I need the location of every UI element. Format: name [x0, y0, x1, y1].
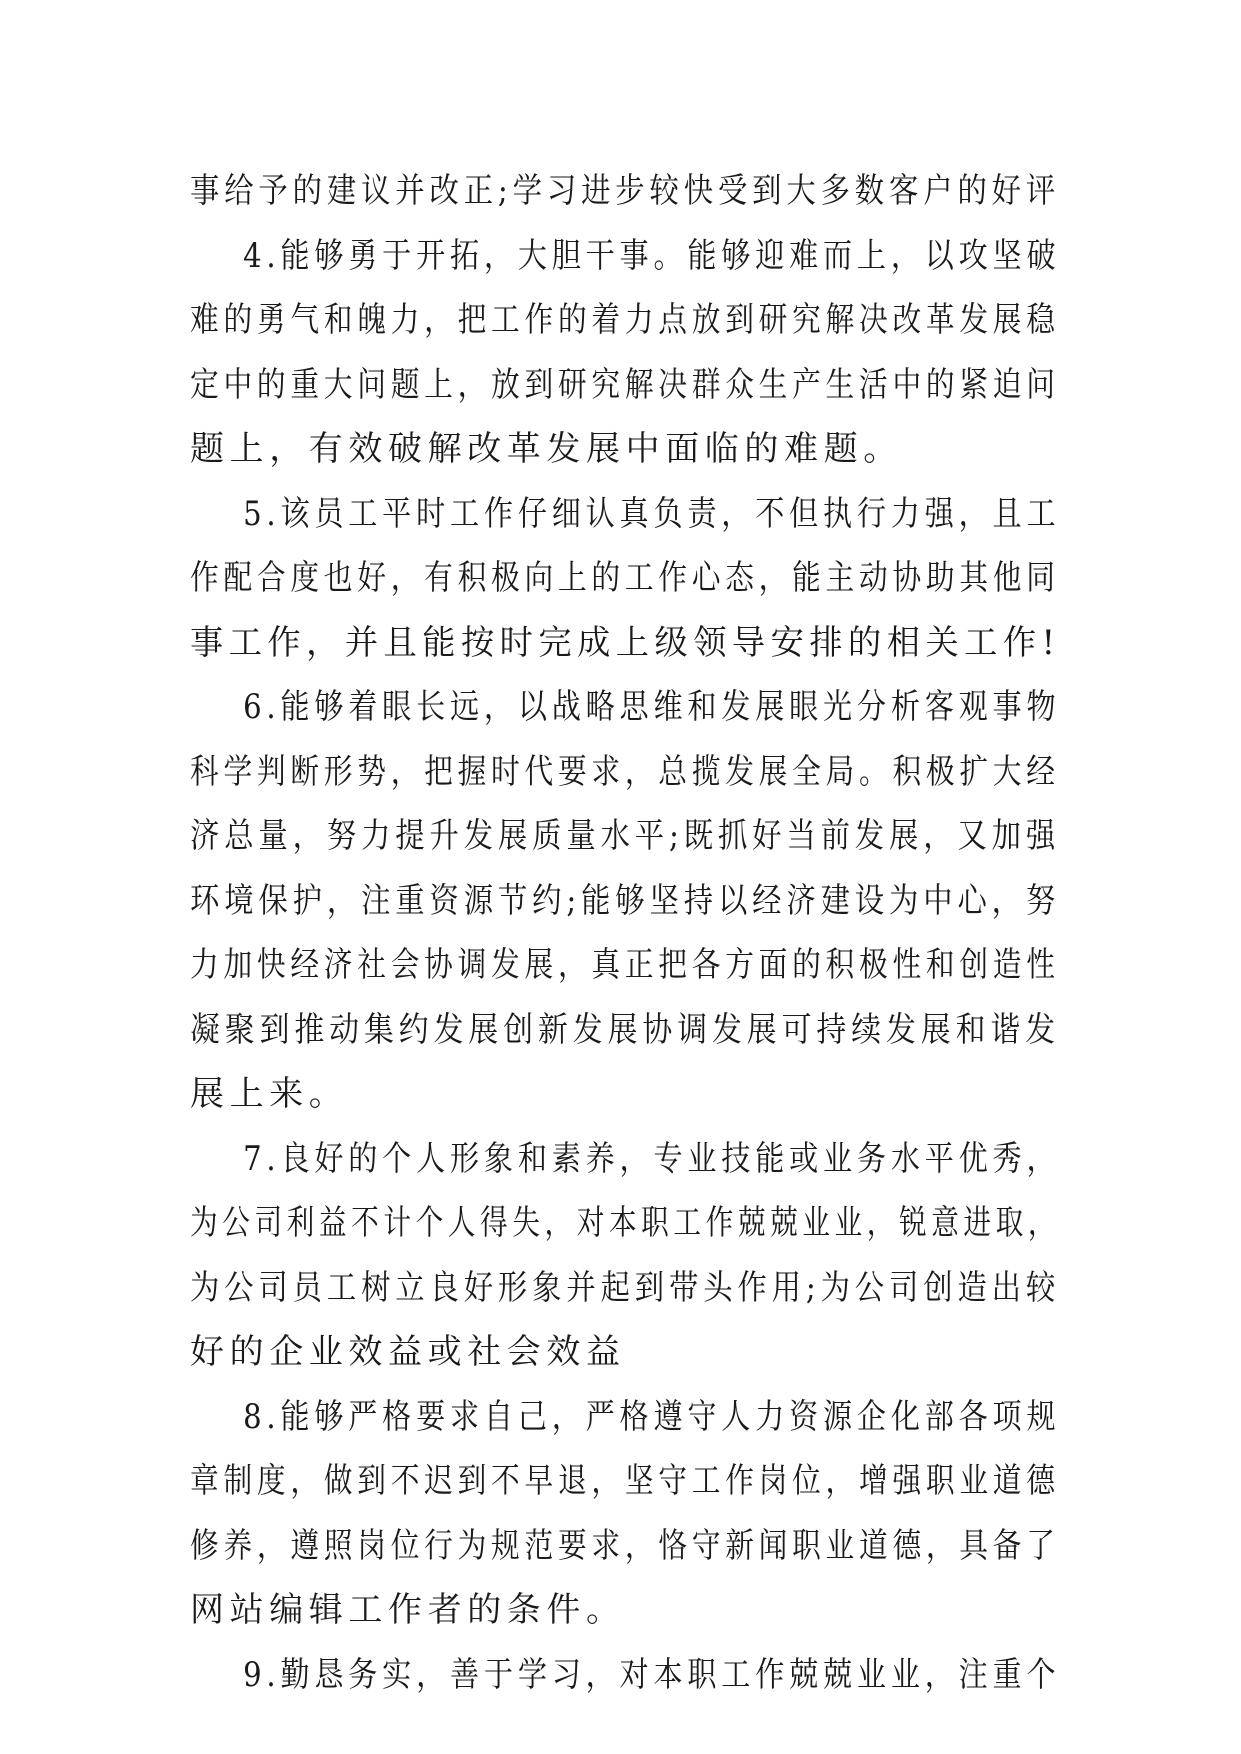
text-line: 网站编辑工作者的条件。: [190, 1590, 626, 1630]
text-line: 修养，遵照岗位行为规范要求，恪守新闻职业道德，具备了: [190, 1525, 1060, 1566]
text-line: 展上来。: [190, 1074, 349, 1114]
text-line: 作配合度也好，有积极向上的工作心态，能主动协助其他同: [190, 558, 1060, 598]
text-line: 4.能够勇于开拓，大胆干事。能够迎难而上，以攻坚破: [243, 235, 1061, 276]
text-line: 事给予的建议并改正;学习进步较快受到大多数客户的好评: [190, 171, 1061, 211]
text-line: 凝聚到推动集约发展创新发展协调发展可持续发展和谐发: [190, 1009, 1061, 1050]
text-line: 5.该员工平时工作仔细认真负责，不但执行力强，且工: [243, 493, 1061, 534]
text-line: 事工作，并且能按时完成上级领导安排的相关工作!: [190, 622, 1061, 663]
text-line: 难的勇气和魄力，把工作的着力点放到研究解决改革发展稳: [190, 300, 1060, 340]
text-line: 为公司利益不计个人得失，对本职工作兢兢业业，锐意进取，: [190, 1203, 1061, 1243]
text-line: 7.良好的个人形象和素养，专业技能或业务水平优秀，: [243, 1138, 1061, 1179]
document-body: [190, 159, 1060, 1707]
text-line: 6.能够着眼长远，以战略思维和发展眼光分析客观事物: [243, 687, 1061, 727]
text-line: 科学判断形势，把握时代要求，总揽发展全局。积极扩大经: [190, 751, 1060, 792]
text-line: 济总量，努力提升发展质量水平;既抓好当前发展，又加强: [190, 816, 1061, 856]
text-line: 为公司员工树立良好形象并起到带头作用;为公司创造出较: [190, 1267, 1061, 1308]
text-line: 定中的重大问题上，放到研究解决群众生产生活中的紧迫问: [190, 364, 1060, 405]
text-line: 题上，有效破解改革发展中面临的难题。: [190, 429, 903, 469]
text-line: 力加快经济社会协调发展，真正把各方面的积极性和创造性: [190, 945, 1060, 985]
text-line: 章制度，做到不迟到不早退，坚守工作岗位，增强职业道德: [190, 1461, 1060, 1501]
text-line: 环境保护，注重资源节约;能够坚持以经济建设为中心，努: [190, 880, 1061, 921]
text-line: 好的企业效益或社会效益: [190, 1332, 626, 1372]
text-line: 8.能够严格要求自己，严格遵守人力资源企化部各项规: [243, 1396, 1061, 1437]
text-line: 9.勤恳务实，善于学习，对本职工作兢兢业业，注重个: [243, 1654, 1061, 1695]
